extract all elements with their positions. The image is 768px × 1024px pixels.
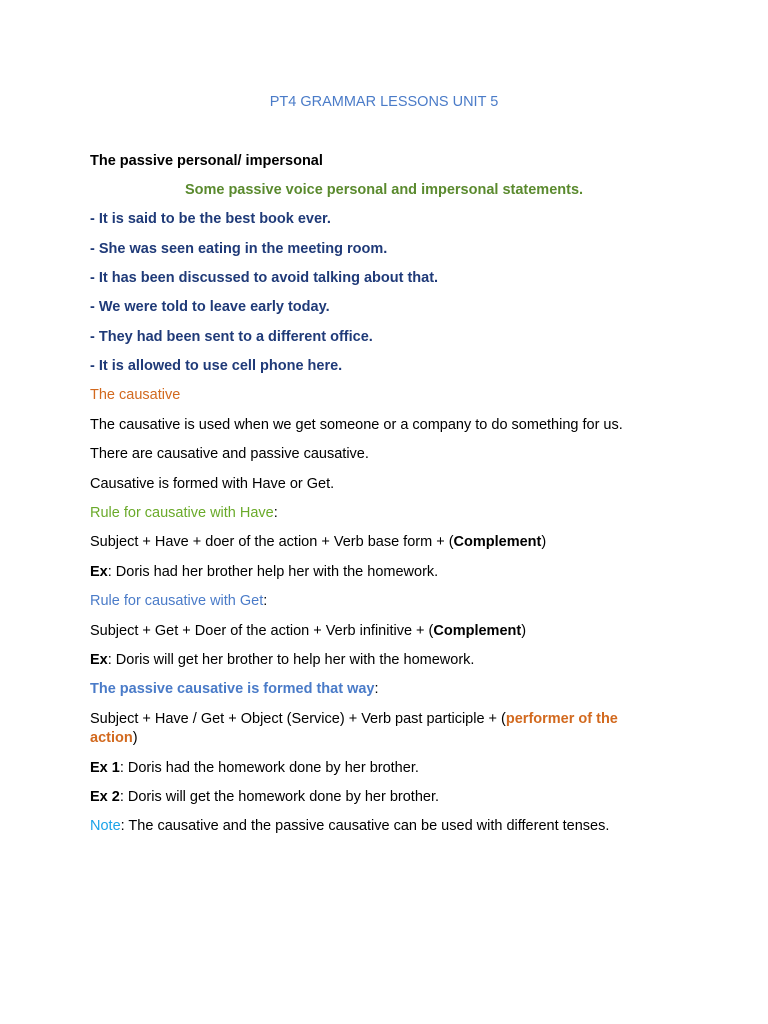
example-text: : Doris will get the homework done by her brother.: [119, 789, 439, 805]
rule-get-heading: Rule for causative with Get: [90, 593, 264, 609]
causative-paragraph: Causative is formed with Have or Get.: [90, 476, 335, 492]
example-item: - They had been sent to a different office.: [90, 329, 373, 345]
formula-complement: Complement: [453, 534, 542, 550]
passive-causative-formula-line1: [90, 710, 618, 728]
formula-complement: Complement: [433, 623, 522, 639]
passive-causative-formula-line2: [90, 729, 138, 747]
formula-performer-cont: action: [90, 730, 133, 746]
example-text: : Doris had the homework done by her brother.: [119, 760, 419, 776]
note-line: [90, 817, 609, 835]
example-label: Ex: [90, 564, 108, 580]
formula-text: Subject + Have / Get + Object (Service) + Verb past participle + (: [90, 711, 506, 727]
causative-heading: The causative: [90, 387, 181, 403]
rule-have-example: [90, 563, 438, 581]
example-label: Ex: [90, 652, 108, 668]
formula-close: ): [132, 730, 138, 746]
passive-causative-example-1: [90, 759, 419, 777]
rule-get-heading-line: [90, 592, 267, 610]
note-label: Note: [90, 818, 121, 834]
section-heading-passive: The passive personal/ impersonal: [90, 153, 323, 169]
rule-have-heading: Rule for causative with Have: [90, 505, 274, 521]
example-item: - It is said to be the best book ever.: [90, 211, 331, 227]
causative-paragraph: There are causative and passive causative.: [90, 446, 369, 462]
formula-close: ): [541, 534, 547, 550]
formula-performer: performer of the: [505, 711, 618, 727]
example-text: : Doris will get her brother to help her with the homework.: [107, 652, 475, 668]
formula-text: Subject + Get + Doer of the action + Verb infinitive + (: [90, 623, 434, 639]
formula-text: Subject + Have + doer of the action + Verb base form + (: [90, 534, 454, 550]
rule-have-formula: [90, 533, 546, 551]
example-item: - It is allowed to use cell phone here.: [90, 358, 343, 374]
rule-get-formula: [90, 622, 526, 640]
rule-get-example: [90, 651, 474, 669]
colon: :: [374, 681, 379, 697]
example-text: : Doris had her brother help her with the homework.: [107, 564, 439, 580]
example-label: Ex 1: [90, 760, 120, 776]
example-item: - She was seen eating in the meeting room.: [90, 241, 388, 257]
example-item: - We were told to leave early today.: [90, 299, 330, 315]
passive-causative-heading-line: [90, 680, 379, 698]
note-text: : The causative and the passive causative can be used with different tenses.: [120, 818, 610, 834]
colon: :: [263, 593, 268, 609]
page-title: PT4 GRAMMAR LESSONS UNIT 5: [269, 94, 499, 110]
rule-have-heading-line: [90, 504, 278, 522]
example-label: Ex 2: [90, 789, 120, 805]
formula-close: ): [521, 623, 527, 639]
section-subheading: Some passive voice personal and impersonal statements.: [184, 182, 584, 198]
colon: :: [273, 505, 278, 521]
causative-paragraph: The causative is used when we get someone or a company to do something for us.: [90, 417, 623, 433]
passive-causative-heading: The passive causative is formed that way: [90, 681, 375, 697]
example-item: - It has been discussed to avoid talking about that.: [90, 270, 439, 286]
passive-causative-example-2: [90, 788, 439, 806]
